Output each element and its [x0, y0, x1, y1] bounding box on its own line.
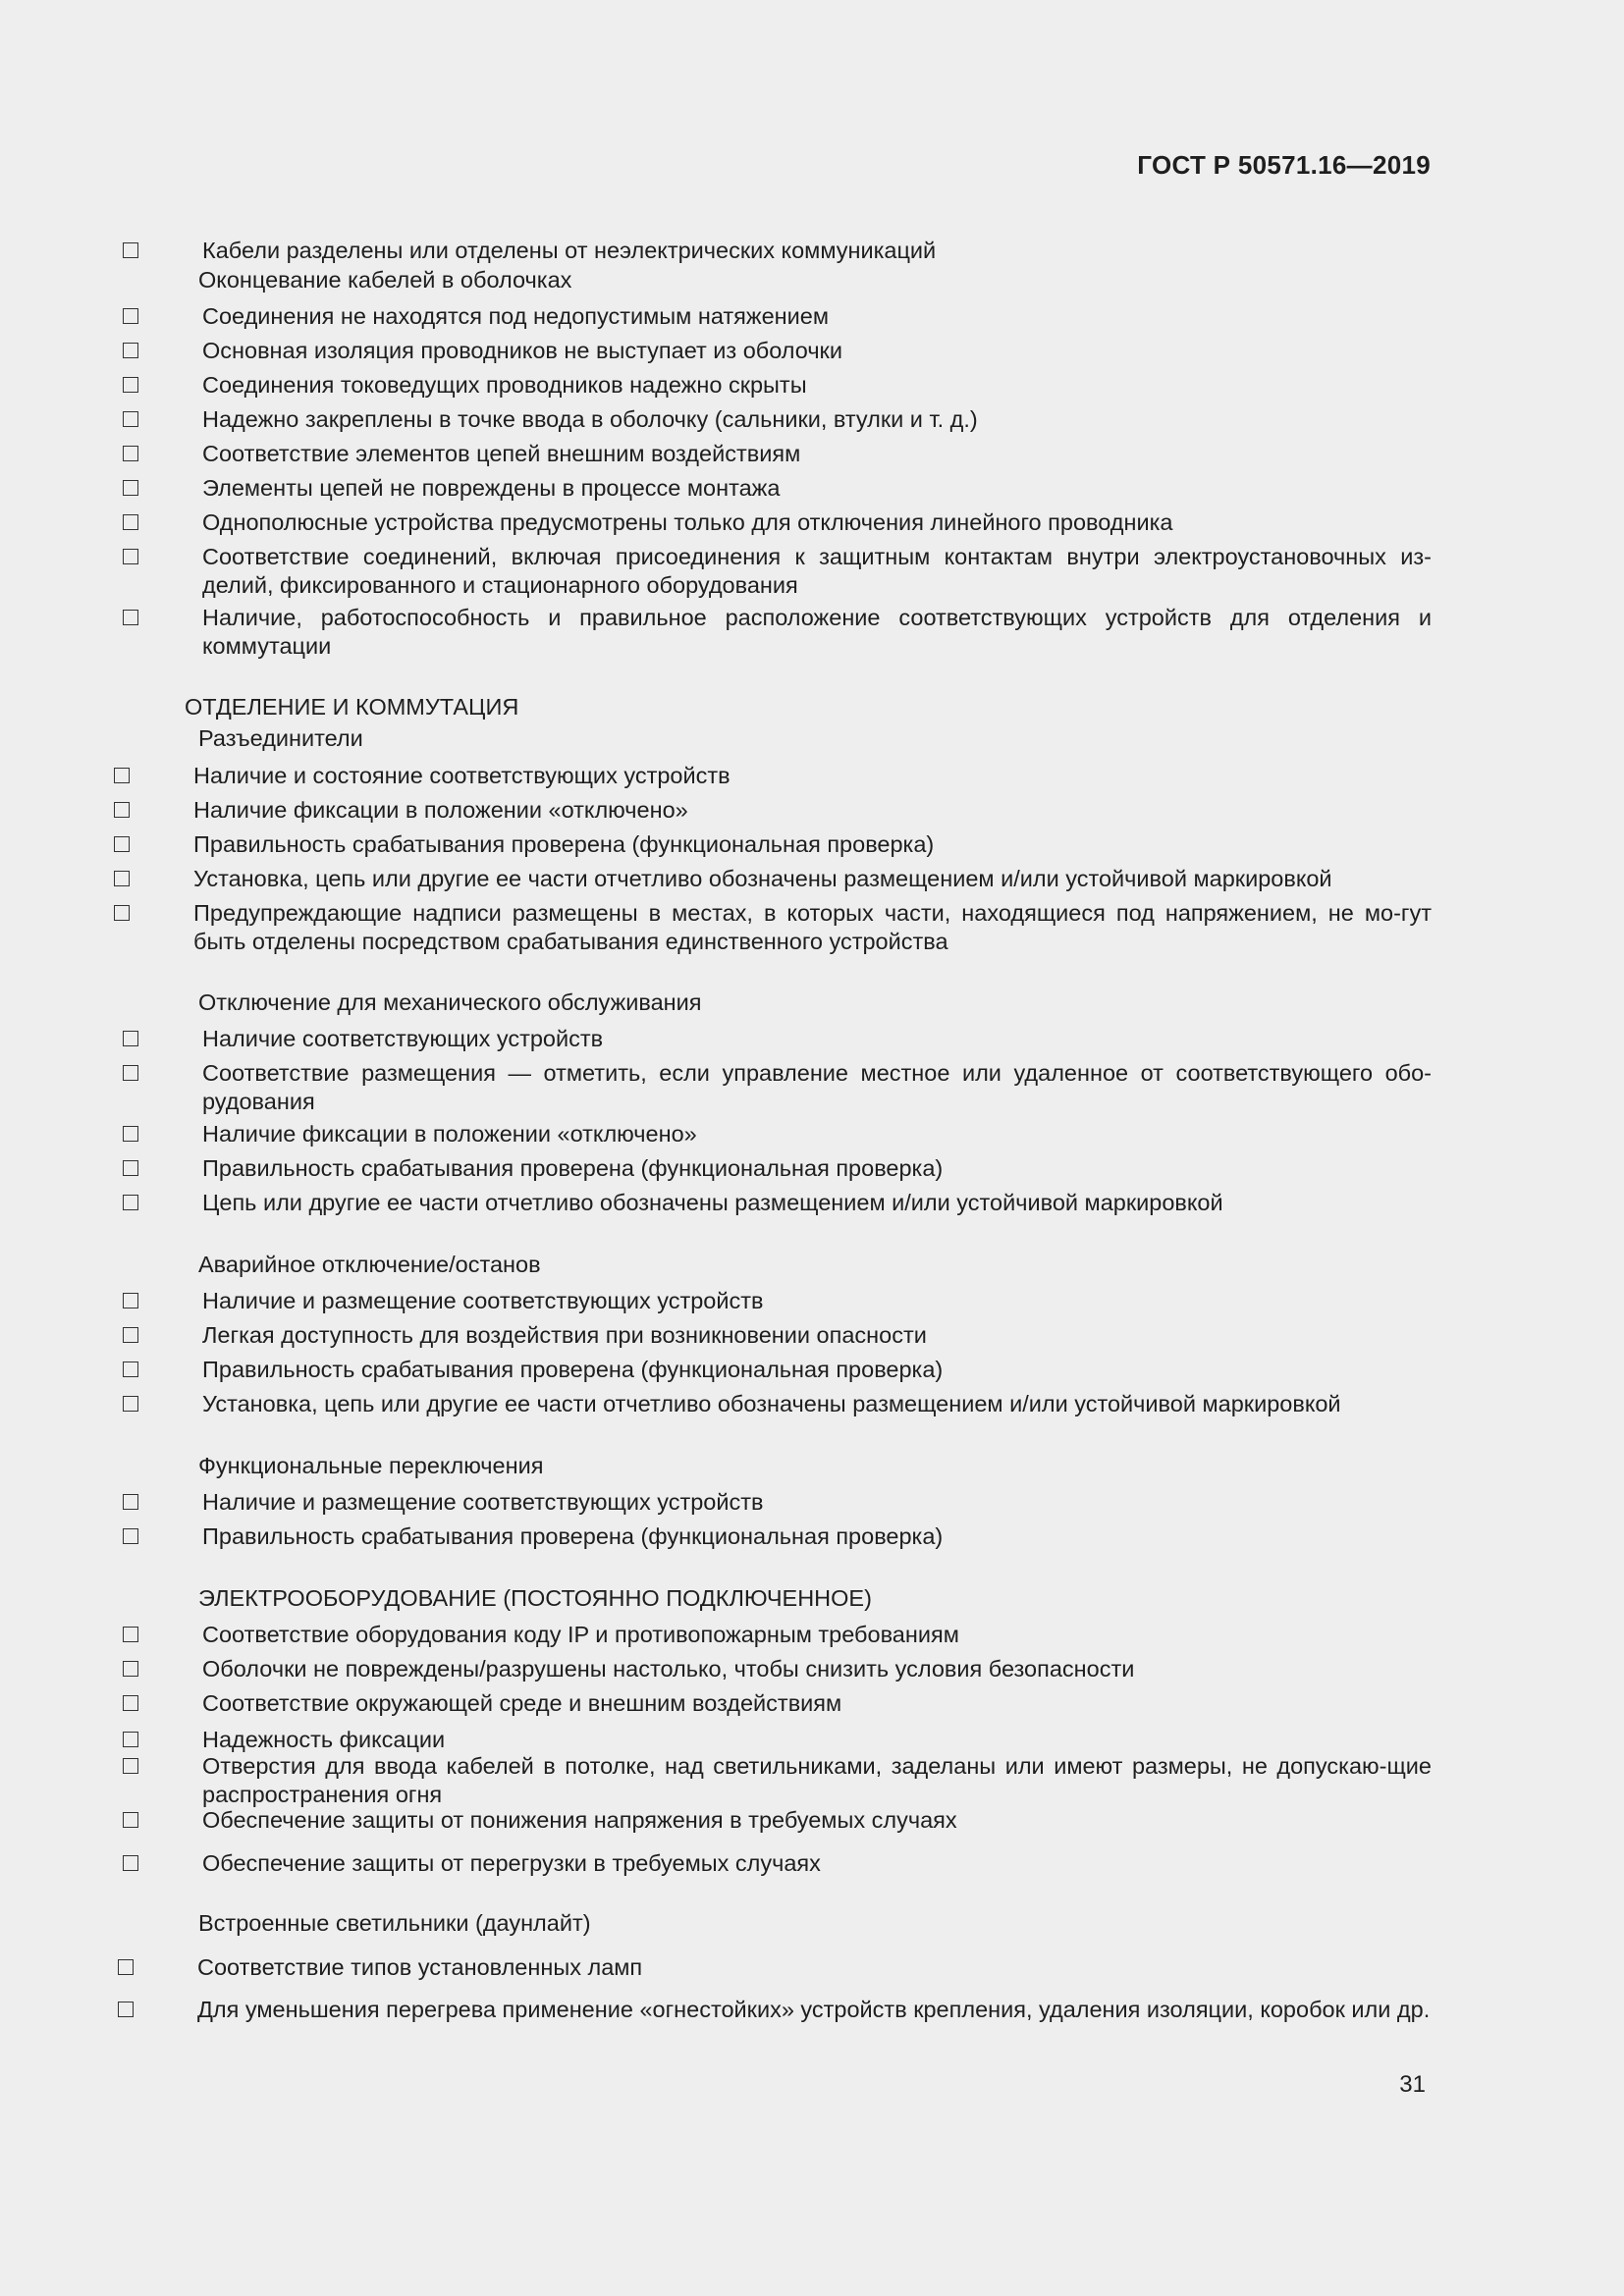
- checkbox-icon[interactable]: [114, 871, 130, 886]
- section-heading: ЭЛЕКТРООБОРУДОВАНИЕ (ПОСТОЯННО ПОДКЛЮЧЕННОЕ): [198, 1585, 872, 1611]
- checklist-item-label: Легкая доступность для воздействия при возникновении опасности: [202, 1322, 927, 1348]
- checklist-item: [193, 865, 1432, 893]
- checkbox-icon[interactable]: [123, 1695, 138, 1711]
- checkbox-icon[interactable]: [123, 1160, 138, 1176]
- checkbox-icon[interactable]: [123, 1293, 138, 1308]
- section-heading: Встроенные светильники (даунлайт): [198, 1910, 591, 1936]
- checkbox-icon[interactable]: [123, 1812, 138, 1828]
- checklist-item-label: Однополюсные устройства предусмотрены только для отключения линейного проводника: [202, 509, 1173, 535]
- checklist-item-label: Соответствие элементов цепей внешним воздействиям: [202, 441, 801, 466]
- checklist-item-label: Надежность фиксации: [202, 1727, 446, 1752]
- checkbox-icon[interactable]: [123, 1327, 138, 1343]
- checklist-item-label: Правильность срабатывания проверена (функциональная проверка): [202, 1155, 944, 1181]
- checklist-item: [202, 1025, 1432, 1053]
- checkbox-icon[interactable]: [123, 446, 138, 461]
- checklist-item: [202, 405, 1432, 434]
- checklist-item-label: Оболочки не повреждены/разрушены настолько, чтобы снизить условия безопасности: [202, 1656, 1135, 1682]
- checkbox-icon[interactable]: [118, 2002, 134, 2017]
- checklist-item: [193, 796, 1432, 825]
- checklist-item: [202, 1806, 1432, 1835]
- checkbox-icon[interactable]: [123, 480, 138, 496]
- checklist-item-label: Наличие фиксации в положении «отключено»: [202, 1121, 697, 1147]
- checkbox-icon[interactable]: [118, 1959, 134, 1975]
- checkbox-icon[interactable]: [114, 802, 130, 818]
- checkbox-icon[interactable]: [123, 1661, 138, 1677]
- checkbox-icon[interactable]: [123, 514, 138, 530]
- checklist-item-label: Наличие и размещение соответствующих устройств: [202, 1489, 764, 1515]
- checklist-item: [202, 1621, 1432, 1649]
- checklist-item-label: Обеспечение защиты от понижения напряжения в требуемых случаях: [202, 1807, 957, 1833]
- checklist-item-label: Соответствие типов установленных ламп: [197, 1954, 643, 1980]
- checkbox-icon[interactable]: [114, 905, 130, 921]
- checklist-item-label: Соответствие оборудования коду IP и противопожарным требованиям: [202, 1622, 959, 1647]
- checklist-item: [202, 1390, 1432, 1418]
- checklist-item: [193, 830, 1432, 859]
- checklist-item: [202, 1189, 1432, 1217]
- checklist-item: [202, 604, 1432, 661]
- checklist-item-label: Наличие и размещение соответствующих устройств: [202, 1288, 764, 1313]
- checklist-item: [202, 508, 1432, 537]
- document-header: ГОСТ Р 50571.16—2019: [1137, 150, 1431, 180]
- checkbox-icon[interactable]: [123, 1528, 138, 1544]
- checklist-item-label: Основная изоляция проводников не выступает из оболочки: [202, 338, 842, 363]
- checklist-item: [202, 237, 988, 265]
- checklist-item: [202, 1321, 1432, 1350]
- checklist-item: [202, 371, 1432, 400]
- checklist-item-label: Правильность срабатывания проверена (функциональная проверка): [202, 1357, 944, 1382]
- checklist-item: [202, 1752, 1432, 1809]
- checklist-item-label: Правильность срабатывания проверена (функциональная проверка): [193, 831, 935, 857]
- checklist-item: [202, 1059, 1432, 1116]
- checklist-item: [202, 337, 1432, 365]
- checkbox-icon[interactable]: [123, 1758, 138, 1774]
- checkbox-icon[interactable]: [123, 343, 138, 358]
- checklist-item: [193, 899, 1432, 956]
- checklist-item: [202, 1356, 1432, 1384]
- checklist-item-label: Наличие и состояние соответствующих устройств: [193, 763, 731, 788]
- checklist-item: [202, 1726, 1432, 1754]
- checklist-item-label: Наличие соответствующих устройств: [202, 1026, 604, 1051]
- checklist-item-label: Кабели разделены или отделены от неэлектрических коммуникаций: [202, 238, 937, 263]
- section-heading: Аварийное отключение/останов: [198, 1252, 541, 1277]
- checkbox-icon[interactable]: [114, 768, 130, 783]
- checkbox-icon[interactable]: [123, 1126, 138, 1142]
- checkbox-icon[interactable]: [114, 836, 130, 852]
- section-heading: Функциональные переключения: [198, 1453, 544, 1478]
- checklist-item-label: Соединения не находятся под недопустимым натяжением: [202, 303, 829, 329]
- section-heading: ОТДЕЛЕНИЕ И КОММУТАЦИЯ: [185, 694, 519, 720]
- checklist-item: [202, 1120, 1432, 1148]
- checklist-item-label: Предупреждающие надписи размещены в местах, в которых части, находящиеся под напряжением, не мо-гут быть отделены посредством срабатывания единственного устройства: [193, 900, 1432, 954]
- checklist-item: [202, 1522, 1432, 1551]
- page-number: 31: [1399, 2071, 1426, 2098]
- checklist-item: [197, 1996, 1432, 2024]
- checklist-item: [202, 474, 1432, 503]
- checklist-item: [202, 440, 1432, 468]
- checklist-item-label: Обеспечение защиты от перегрузки в требуемых случаях: [202, 1850, 821, 1876]
- checklist-item-label: Соответствие размещения — отметить, если управление местное или удаленное от соответствующего обо-рудования: [202, 1060, 1432, 1114]
- checkbox-icon[interactable]: [123, 1396, 138, 1412]
- checklist-item-label: Установка, цепь или другие ее части отчетливо обозначены размещением и/или устойчивой маркировкой: [193, 866, 1332, 891]
- checklist-item-label: Для уменьшения перегрева применение «огнестойких» устройств крепления, удаления изоляции, коробок или др.: [197, 1997, 1431, 2022]
- checkbox-icon[interactable]: [123, 308, 138, 324]
- checklist-item: [202, 1689, 1432, 1718]
- section-heading: Отключение для механического обслуживания: [198, 989, 702, 1015]
- checklist-item-label: Соответствие соединений, включая присоединения к защитным контактам внутри электроустановочных из-делий, фиксированного и стационарного оборудования: [202, 544, 1432, 598]
- checkbox-icon[interactable]: [123, 1732, 138, 1747]
- checkbox-icon[interactable]: [123, 1195, 138, 1210]
- checkbox-icon[interactable]: [123, 1494, 138, 1510]
- checklist-item-label: Элементы цепей не повреждены в процессе монтажа: [202, 475, 781, 501]
- checklist-item-label: Отверстия для ввода кабелей в потолке, над светильниками, заделаны или имеют размеры, не допускаю-щие распространения огня: [202, 1753, 1432, 1807]
- checklist-item-label: Наличие, работоспособность и правильное расположение соответствующих устройств для отделения и коммутации: [202, 605, 1432, 659]
- checkbox-icon[interactable]: [123, 242, 138, 258]
- checkbox-icon[interactable]: [123, 377, 138, 393]
- checklist-item: [202, 302, 1432, 331]
- checkbox-icon[interactable]: [123, 411, 138, 427]
- checkbox-icon[interactable]: [123, 1627, 138, 1642]
- checklist-item-label: Цепь или другие ее части отчетливо обозначены размещением и/или устойчивой маркировкой: [202, 1190, 1223, 1215]
- checklist-item: [202, 1287, 1432, 1315]
- checkbox-icon[interactable]: [123, 549, 138, 564]
- checklist-item: [202, 1488, 1432, 1517]
- checklist-item-label: Установка, цепь или другие ее части отчетливо обозначены размещением и/или устойчивой маркировкой: [202, 1391, 1341, 1416]
- checkbox-icon[interactable]: [123, 1031, 138, 1046]
- checklist-item-label: Соответствие окружающей среде и внешним воздействиям: [202, 1690, 842, 1716]
- section-heading: Оконцевание кабелей в оболочках: [198, 267, 572, 293]
- checklist-item: [197, 1953, 1432, 1982]
- checkbox-icon[interactable]: [123, 610, 138, 625]
- checklist-item: [202, 543, 1432, 600]
- checklist-item: [202, 1655, 1432, 1683]
- checklist-item: [202, 1154, 1432, 1183]
- checklist-item-label: Правильность срабатывания проверена (функциональная проверка): [202, 1523, 944, 1549]
- checkbox-icon[interactable]: [123, 1065, 138, 1081]
- section-heading: Разъединители: [198, 725, 363, 751]
- checklist-item-label: Наличие фиксации в положении «отключено»: [193, 797, 688, 823]
- checklist-item-label: Соединения токоведущих проводников надежно скрыты: [202, 372, 807, 398]
- checklist-item: [193, 762, 1432, 790]
- checkbox-icon[interactable]: [123, 1362, 138, 1377]
- checklist-item: [202, 1849, 1432, 1878]
- checklist-item-label: Надежно закреплены в точке ввода в оболочку (сальники, втулки и т. д.): [202, 406, 978, 432]
- checkbox-icon[interactable]: [123, 1855, 138, 1871]
